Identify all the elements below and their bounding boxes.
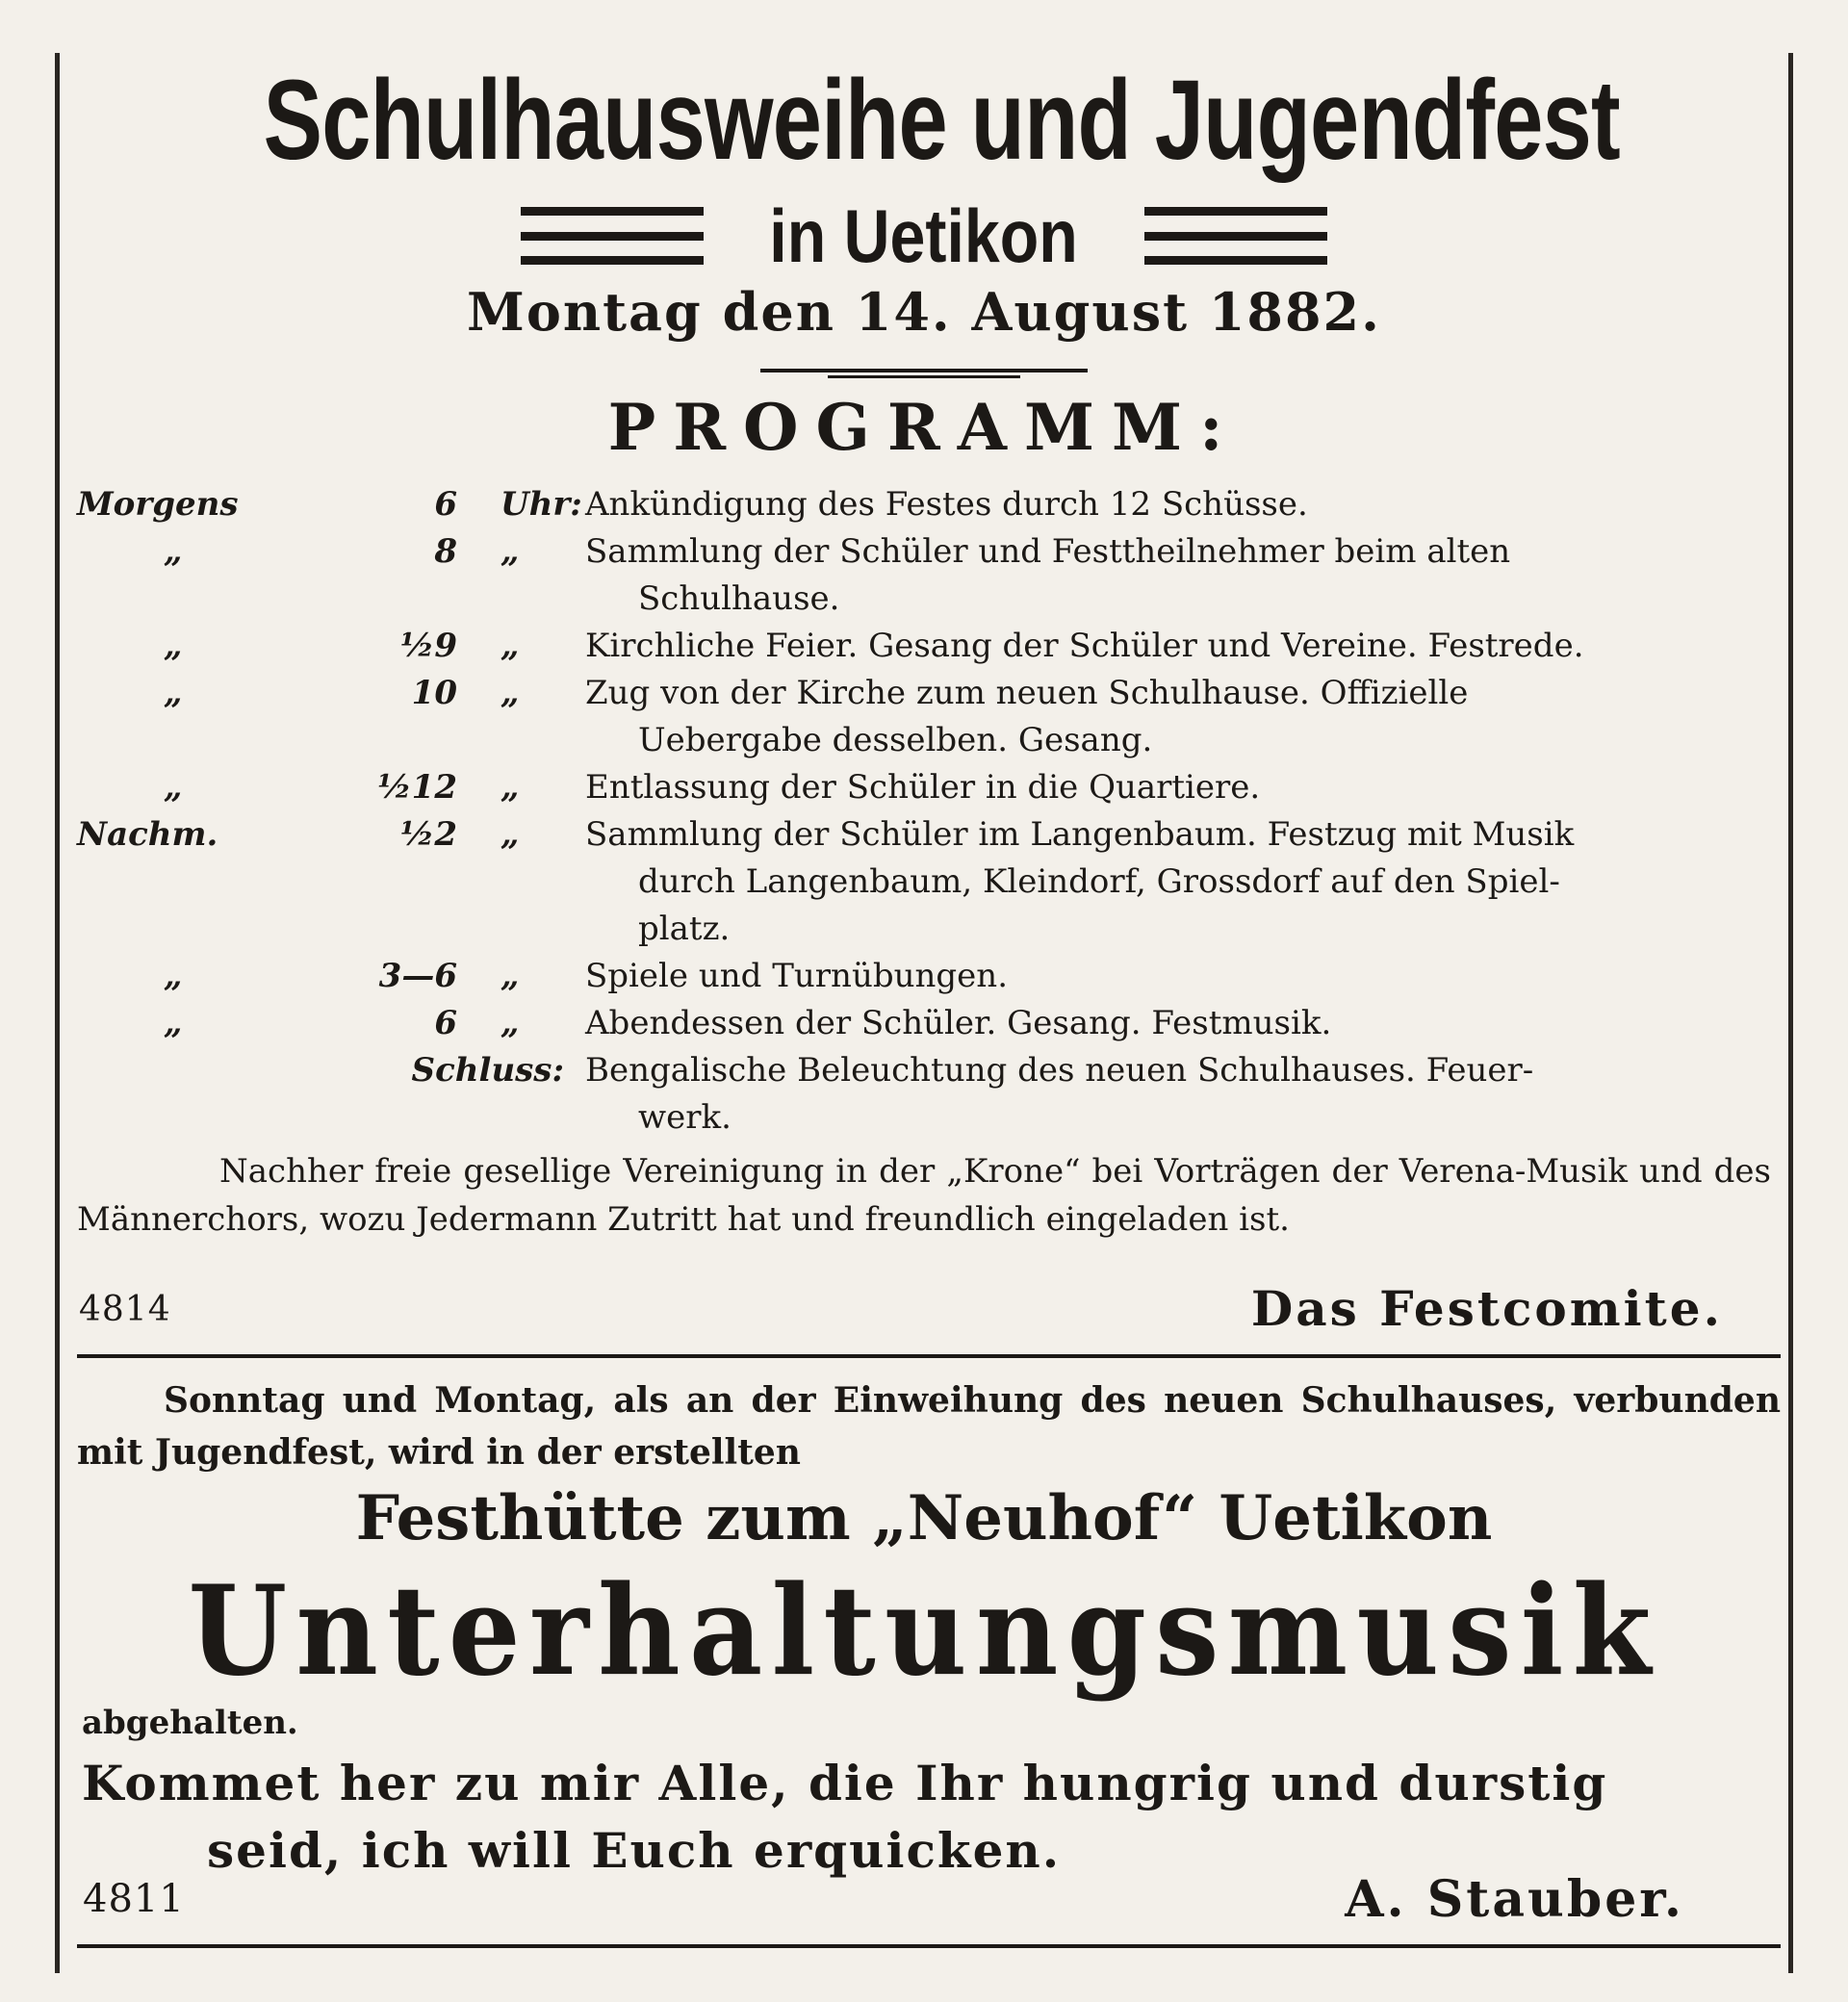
- schedule-time: ½2: [399, 815, 457, 854]
- event-heading: Unterhaltungsmusik: [188, 1559, 1660, 1704]
- signature: Das Festcomite.: [1250, 1280, 1723, 1337]
- description-line: Uebergabe desselben. Gesang.: [638, 721, 1153, 759]
- schedule-description: [578, 764, 1771, 811]
- description-line: Spiele und Turnübungen.: [585, 957, 1008, 995]
- schedule-unit: „: [500, 674, 520, 712]
- schedule-row: [77, 623, 1771, 670]
- schedule-row: [77, 528, 1771, 623]
- held-text: abgehalten.: [82, 1704, 298, 1742]
- schedule-time: ½9: [399, 627, 457, 665]
- schedule-period: „: [164, 532, 183, 571]
- schedule-description: [578, 1047, 1771, 1142]
- bottom-rule: [77, 1944, 1781, 1948]
- description-line: Sammlung der Schüler im Langenbaum. Festzug mit Musik: [585, 815, 1575, 854]
- schedule-unit: „: [500, 768, 520, 807]
- schedule-period: „: [164, 768, 183, 807]
- schedule-period: „: [164, 627, 183, 665]
- signature: A. Stauber.: [1345, 1870, 1684, 1929]
- schedule-time: ½12: [377, 768, 457, 807]
- schedule-description: [578, 811, 1771, 953]
- ad-reference-number: 4811: [83, 1877, 185, 1921]
- description-line: Ankündigung des Festes durch 12 Schüsse.: [585, 485, 1308, 524]
- schedule-row: [77, 953, 1771, 1000]
- description-line: Bengalische Beleuchtung des neuen Schulhauses. Feuer-: [585, 1051, 1534, 1090]
- schedule-row: [77, 481, 1771, 528]
- divider-short-accent: [828, 375, 1020, 378]
- program-heading: PROGRAMM:: [607, 390, 1241, 465]
- description-line: Zug von der Kirche zum neuen Schulhause. Offizielle: [585, 674, 1469, 712]
- decorative-rules-right: [1144, 207, 1327, 265]
- ad-title: Schulhausweihe und Jugendfest: [263, 57, 1620, 184]
- schedule-row: [77, 670, 1771, 764]
- left-border-line: [55, 53, 60, 1973]
- description-line: platz.: [638, 910, 731, 948]
- schedule-period: „: [164, 957, 183, 995]
- ad-separator-rule: [77, 1354, 1781, 1358]
- invitation-text: [82, 1750, 1785, 1885]
- schedule-row: [77, 811, 1771, 953]
- schedule-time: 10: [411, 674, 457, 712]
- schedule-description: [578, 1000, 1771, 1047]
- description-line: durch Langenbaum, Kleindorf, Grossdorf auf den Spiel-: [638, 862, 1560, 901]
- schedule-period: „: [164, 674, 183, 712]
- schedule-unit: Uhr:: [500, 485, 582, 524]
- schedule-unit: „: [500, 815, 520, 854]
- ad-reference-number: 4814: [79, 1290, 171, 1329]
- schedule-period: Nachm.: [77, 815, 218, 854]
- schedule-row-final: [77, 1047, 1771, 1142]
- invitation-line: Kommet her zu mir Alle, die Ihr hungrig und durstig: [82, 1755, 1608, 1811]
- description-line: Kirchliche Feier. Gesang der Schüler und Vereine. Festrede.: [585, 627, 1584, 665]
- description-line: Sammlung der Schüler und Festtheilnehmer beim alten: [585, 532, 1511, 571]
- right-border-line: [1788, 53, 1793, 1973]
- schedule-unit: „: [500, 627, 520, 665]
- schedule-description: [578, 481, 1771, 528]
- event-date: Montag den 14. August 1882.: [467, 281, 1381, 343]
- schedule-description: [578, 623, 1771, 670]
- description-line: werk.: [638, 1098, 732, 1137]
- schedule-unit: „: [500, 957, 520, 995]
- schedule-description: [578, 953, 1771, 1000]
- schedule-description: [578, 670, 1771, 764]
- schedule-time: 6: [434, 485, 457, 524]
- schedule-unit: „: [500, 1004, 520, 1042]
- schedule-time: 8: [434, 532, 457, 571]
- venue-heading: Festhütte zum „Neuhof“ Uetikon: [355, 1482, 1493, 1554]
- invitation-line: seid, ich will Euch erquicken.: [207, 1822, 1062, 1879]
- closing-paragraph: Nachher freie gesellige Vereinigung in der „Krone“ bei Vorträgen der Verena-Musik und des Männerchors, wozu Jedermann Zutritt hat und freundlich eingeladen ist.: [77, 1152, 1771, 1239]
- intro-paragraph: Sonntag und Montag, als an der Einweihung des neuen Schulhauses, verbunden mit Jugendfest, wird in der erstellten: [77, 1380, 1781, 1473]
- decorative-rules-left: [521, 207, 704, 265]
- schedule-period: Morgens: [77, 485, 239, 524]
- ad-subtitle: in Uetikon: [769, 192, 1079, 278]
- schedule-final-label: Schluss:: [411, 1051, 564, 1090]
- schedule-time: 6: [434, 1004, 457, 1042]
- subtitle-row: [77, 192, 1771, 279]
- description-line: Entlassung der Schüler in die Quartiere.: [585, 768, 1261, 807]
- divider-short: [760, 369, 1088, 372]
- schedule-row: [77, 764, 1771, 811]
- program-schedule: [77, 481, 1771, 1142]
- schedule-row: [77, 1000, 1771, 1047]
- description-line: Schulhause.: [638, 579, 840, 618]
- schedule-period: „: [164, 1004, 183, 1042]
- schedule-time: 3—6: [378, 957, 457, 995]
- description-line: Abendessen der Schüler. Gesang. Festmusik.: [585, 1004, 1332, 1042]
- schedule-unit: „: [500, 532, 520, 571]
- schedule-description: [578, 528, 1771, 623]
